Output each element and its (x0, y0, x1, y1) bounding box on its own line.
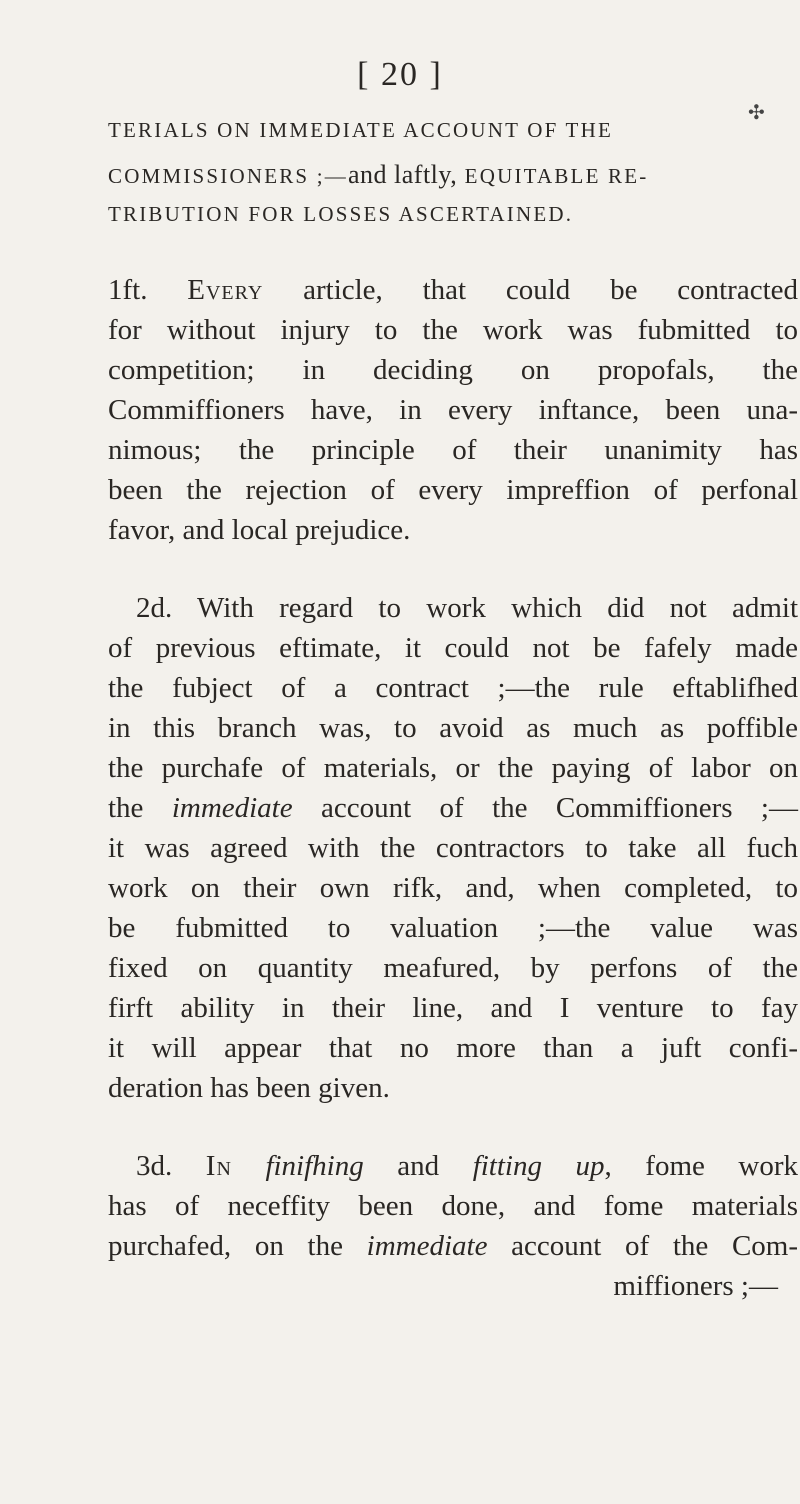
heading-equitable: EQUITABLE RE- (457, 164, 649, 188)
heading-line-3: TRIBUTION FOR LOSSES ASCERTAINED. (108, 202, 574, 226)
para1-line: Commiffioners have, in every inftance, been una- (108, 394, 798, 426)
para2-line: 2d. With regard to work which did not admit (136, 592, 798, 624)
paragraph-3 (108, 1146, 798, 1306)
para2-line: work on their own rifk, and, when completed, to (108, 872, 798, 904)
para3-line: has of neceffity been done, and fome materials (108, 1190, 798, 1222)
para1-line: been the rejection of every impreffion of perfonal (108, 474, 798, 506)
para1-line: for without injury to the work was fubmitted to (108, 314, 798, 346)
heading-lastly: and laftly, (348, 160, 458, 189)
para1-line: favor, and local prejudice. (108, 514, 411, 546)
para2-line: be fubmitted to valuation ;—the value was (108, 912, 798, 944)
para2-line: firft ability in their line, and I venture to fay (108, 992, 798, 1024)
paragraph-2 (108, 588, 798, 1108)
heading-commissioners: COMMISSIONERS ;— (108, 164, 348, 188)
page-number: [ 20 ] (357, 56, 443, 93)
para3-line-1: 3d. In finifhing and fitting up, fome work (136, 1150, 799, 1182)
para1-line-1: 1ft. Every article, that could be contracted (108, 274, 798, 306)
para2-line: of previous eftimate, it could not be fafely made (108, 632, 798, 664)
para1-line: competition; in deciding on propofals, the (108, 354, 798, 386)
para2-line: deration has been given. (108, 1072, 390, 1104)
heading-line-1: TERIALS ON IMMEDIATE ACCOUNT OF THE (108, 118, 613, 142)
para2-line: it was agreed with the contractors to take all fuch (108, 832, 798, 864)
printer-mark: ✣ (748, 100, 765, 124)
heading-line-2 (108, 160, 798, 190)
para2-line: the purchafe of materials, or the paying of labor on (108, 752, 798, 784)
para2-line: fixed on quantity meafured, by perfons of the (108, 952, 798, 984)
para2-line: the fubject of a contract ;—the rule eftablifhed (108, 672, 798, 704)
para2-line: the immediate account of the Commiffioners ;— (108, 792, 798, 824)
para2-line: in this branch was, to avoid as much as poffible (108, 712, 798, 744)
paragraph-1 (108, 270, 798, 550)
para2-line: it will appear that no more than a juft confi- (108, 1032, 798, 1064)
para1-line: nimous; the principle of their unanimity has (108, 434, 798, 466)
para3-line-last: miffioners ;— (613, 1270, 778, 1302)
para3-line: purchafed, on the immediate account of the Com- (108, 1230, 798, 1262)
